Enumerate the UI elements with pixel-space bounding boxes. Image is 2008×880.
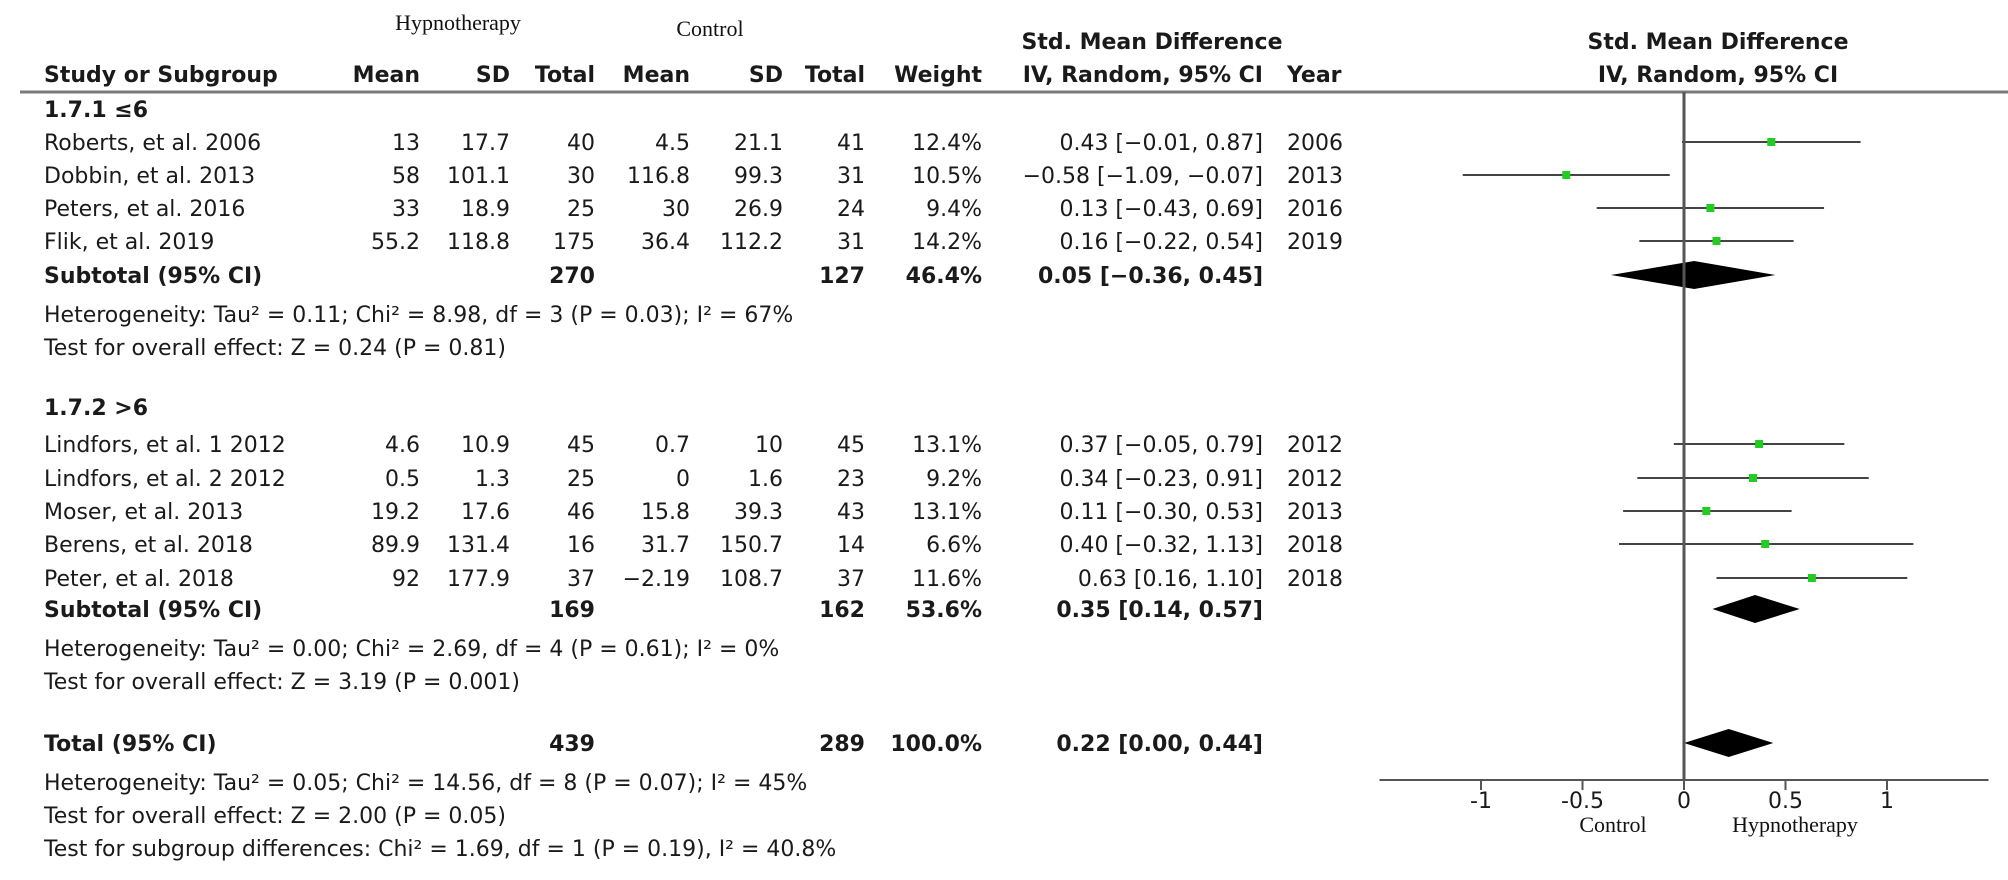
year: 2019: [1287, 230, 1343, 255]
point-estimate: [1767, 138, 1775, 146]
study-name: Flik, et al. 2019: [44, 230, 215, 255]
ctl-total: 31: [837, 164, 865, 189]
x-axis-tick-label: 1: [1880, 789, 1894, 814]
x-axis-left-label: Control: [1579, 812, 1647, 837]
col-header-ctl-total: Total: [804, 63, 865, 88]
col-header-study: Study or Subgroup: [44, 63, 278, 88]
exp-total: 175: [553, 230, 595, 255]
x-axis-tick-label: -1: [1470, 789, 1492, 814]
col-header-exp-sd: SD: [475, 63, 510, 88]
ci-text: 0.43 [−0.01, 0.87]: [1059, 131, 1263, 156]
forest-plot-area: [1380, 92, 1989, 837]
subtotal-exp-total: 169: [549, 598, 595, 623]
point-estimate: [1712, 237, 1720, 245]
ctl-sd: 26.9: [734, 197, 783, 222]
point-estimate: [1755, 440, 1763, 448]
subtotal-weight: 53.6%: [905, 598, 982, 623]
point-estimate: [1706, 204, 1714, 212]
ctl-mean: 15.8: [641, 500, 690, 525]
ctl-sd: 150.7: [720, 533, 783, 558]
weight: 13.1%: [912, 433, 982, 458]
subgroup-label: 1.7.2 >6: [44, 396, 149, 421]
ctl-total: 41: [837, 131, 865, 156]
ctl-total: 45: [837, 433, 865, 458]
col-header-exp-mean: Mean: [352, 63, 420, 88]
exp-total: 16: [567, 533, 595, 558]
ctl-sd: 21.1: [734, 131, 783, 156]
year: 2018: [1287, 567, 1343, 592]
subtotal-ctl-total: 127: [819, 264, 865, 289]
total-label: Total (95% CI): [44, 732, 217, 757]
exp-sd: 18.9: [461, 197, 510, 222]
exp-total: 30: [567, 164, 595, 189]
year: 2013: [1287, 500, 1343, 525]
exp-sd: 17.7: [461, 131, 510, 156]
ctl-total: 24: [837, 197, 865, 222]
ctl-sd: 39.3: [734, 500, 783, 525]
ctl-mean: 30: [662, 197, 690, 222]
total-exp-total: 439: [549, 732, 595, 757]
pooled-diamond: [1712, 595, 1799, 623]
col-header-weight: Weight: [894, 63, 982, 88]
ctl-mean: −2.19: [622, 567, 690, 592]
point-estimate: [1808, 574, 1816, 582]
ctl-mean: 31.7: [641, 533, 690, 558]
footer-heterogeneity: Heterogeneity: Tau² = 0.05; Chi² = 14.56, df = 8 (P = 0.07); I² = 45%: [44, 771, 808, 796]
pooled-diamond: [1684, 729, 1773, 757]
subtotal-exp-total: 270: [549, 264, 595, 289]
ci-text: 0.37 [−0.05, 0.79]: [1059, 433, 1263, 458]
exp-sd: 101.1: [447, 164, 510, 189]
study-name: Lindfors, et al. 2 2012: [44, 467, 286, 492]
plot-header-line2: IV, Random, 95% CI: [1597, 63, 1839, 88]
exp-mean: 13: [392, 131, 420, 156]
ctl-total: 14: [837, 533, 865, 558]
plot-header-line1: Std. Mean Difference: [1587, 30, 1849, 55]
ctl-sd: 108.7: [720, 567, 783, 592]
year: 2013: [1287, 164, 1343, 189]
point-estimate: [1702, 507, 1710, 515]
subtotal-ci-text: 0.35 [0.14, 0.57]: [1056, 598, 1263, 623]
col-header-ctl-mean: Mean: [622, 63, 690, 88]
exp-mean: 58: [392, 164, 420, 189]
year: 2012: [1287, 467, 1343, 492]
weight: 9.2%: [926, 467, 982, 492]
weight: 14.2%: [912, 230, 982, 255]
col-header-ctl-sd: SD: [748, 63, 783, 88]
ctl-mean: 36.4: [641, 230, 690, 255]
x-axis-tick-label: 0.5: [1768, 789, 1803, 814]
ctl-mean: 0: [676, 467, 690, 492]
exp-total: 46: [567, 500, 595, 525]
ctl-mean: 4.5: [655, 131, 690, 156]
exp-mean: 33: [392, 197, 420, 222]
exp-sd: 17.6: [461, 500, 510, 525]
subtotal-ctl-total: 162: [819, 598, 865, 623]
exp-total: 40: [567, 131, 595, 156]
x-axis-tick-label: -0.5: [1561, 789, 1604, 814]
exp-total: 45: [567, 433, 595, 458]
exp-mean: 4.6: [385, 433, 420, 458]
control-group-header: Control: [676, 16, 744, 41]
year: 2006: [1287, 131, 1343, 156]
ci-text: 0.13 [−0.43, 0.69]: [1059, 197, 1263, 222]
weight: 6.6%: [926, 533, 982, 558]
experimental-group-header: Hypnotherapy: [395, 10, 521, 35]
exp-mean: 19.2: [371, 500, 420, 525]
ci-text: 0.11 [−0.30, 0.53]: [1059, 500, 1263, 525]
exp-mean: 89.9: [371, 533, 420, 558]
ctl-total: 37: [837, 567, 865, 592]
ci-text: −0.58 [−1.09, −0.07]: [1022, 164, 1263, 189]
subgroup-label: 1.7.1 ≤6: [44, 98, 149, 123]
ci-text: 0.34 [−0.23, 0.91]: [1059, 467, 1263, 492]
heterogeneity-text: Heterogeneity: Tau² = 0.00; Chi² = 2.69, df = 4 (P = 0.61); I² = 0%: [44, 637, 780, 662]
footer-overall-effect: Test for overall effect: Z = 2.00 (P = 0.05): [44, 804, 506, 829]
total-ci-text: 0.22 [0.00, 0.44]: [1056, 732, 1263, 757]
exp-sd: 1.3: [475, 467, 510, 492]
ci-text: 0.40 [−0.32, 1.13]: [1059, 533, 1263, 558]
point-estimate: [1761, 540, 1769, 548]
subtotal-label: Subtotal (95% CI): [44, 598, 263, 623]
year: 2018: [1287, 533, 1343, 558]
study-name: Peter, et al. 2018: [44, 567, 234, 592]
ctl-total: 43: [837, 500, 865, 525]
heterogeneity-text: Heterogeneity: Tau² = 0.11; Chi² = 8.98, df = 3 (P = 0.03); I² = 67%: [44, 303, 794, 328]
study-name: Moser, et al. 2013: [44, 500, 244, 525]
footer-subgroup-differences: Test for subgroup differences: Chi² = 1.69, df = 1 (P = 0.19), I² = 40.8%: [44, 837, 837, 862]
ctl-total: 31: [837, 230, 865, 255]
ctl-total: 23: [837, 467, 865, 492]
x-axis-tick-label: 0: [1677, 789, 1691, 814]
total-ctl-total: 289: [819, 732, 865, 757]
pooled-diamond: [1611, 261, 1775, 289]
effect-header-line1: Std. Mean Difference: [1021, 30, 1283, 55]
exp-sd: 131.4: [447, 533, 510, 558]
overall-effect-text: Test for overall effect: Z = 0.24 (P = 0.81): [44, 336, 506, 361]
weight: 12.4%: [912, 131, 982, 156]
point-estimate: [1562, 171, 1570, 179]
exp-total: 25: [567, 197, 595, 222]
weight: 9.4%: [926, 197, 982, 222]
ctl-sd: 112.2: [720, 230, 783, 255]
subtotal-weight: 46.4%: [905, 264, 982, 289]
exp-sd: 10.9: [461, 433, 510, 458]
exp-sd: 118.8: [447, 230, 510, 255]
ctl-sd: 99.3: [734, 164, 783, 189]
study-name: Peters, et al. 2016: [44, 197, 246, 222]
year: 2016: [1287, 197, 1343, 222]
point-estimate: [1749, 474, 1757, 482]
weight: 11.6%: [912, 567, 982, 592]
exp-total: 37: [567, 567, 595, 592]
results-table: [20, 10, 2008, 862]
exp-mean: 92: [392, 567, 420, 592]
ci-text: 0.16 [−0.22, 0.54]: [1059, 230, 1263, 255]
col-header-exp-total: Total: [534, 63, 595, 88]
exp-total: 25: [567, 467, 595, 492]
weight: 13.1%: [912, 500, 982, 525]
overall-effect-text: Test for overall effect: Z = 3.19 (P = 0.001): [44, 670, 520, 695]
weight: 10.5%: [912, 164, 982, 189]
exp-mean: 55.2: [371, 230, 420, 255]
ctl-mean: 0.7: [655, 433, 690, 458]
ctl-sd: 1.6: [748, 467, 783, 492]
x-axis-right-label: Hypnotherapy: [1732, 812, 1858, 837]
subtotal-label: Subtotal (95% CI): [44, 264, 263, 289]
exp-sd: 177.9: [447, 567, 510, 592]
ci-text: 0.63 [0.16, 1.10]: [1077, 567, 1263, 592]
study-name: Dobbin, et al. 2013: [44, 164, 256, 189]
ctl-sd: 10: [755, 433, 783, 458]
subtotal-ci-text: 0.05 [−0.36, 0.45]: [1037, 264, 1263, 289]
year: 2012: [1287, 433, 1343, 458]
study-name: Lindfors, et al. 1 2012: [44, 433, 286, 458]
col-header-year: Year: [1287, 63, 1342, 88]
col-header-ci: IV, Random, 95% CI: [1022, 63, 1263, 88]
study-name: Berens, et al. 2018: [44, 533, 253, 558]
exp-mean: 0.5: [385, 467, 420, 492]
ctl-mean: 116.8: [627, 164, 690, 189]
study-name: Roberts, et al. 2006: [44, 131, 262, 156]
total-weight: 100.0%: [890, 732, 982, 757]
